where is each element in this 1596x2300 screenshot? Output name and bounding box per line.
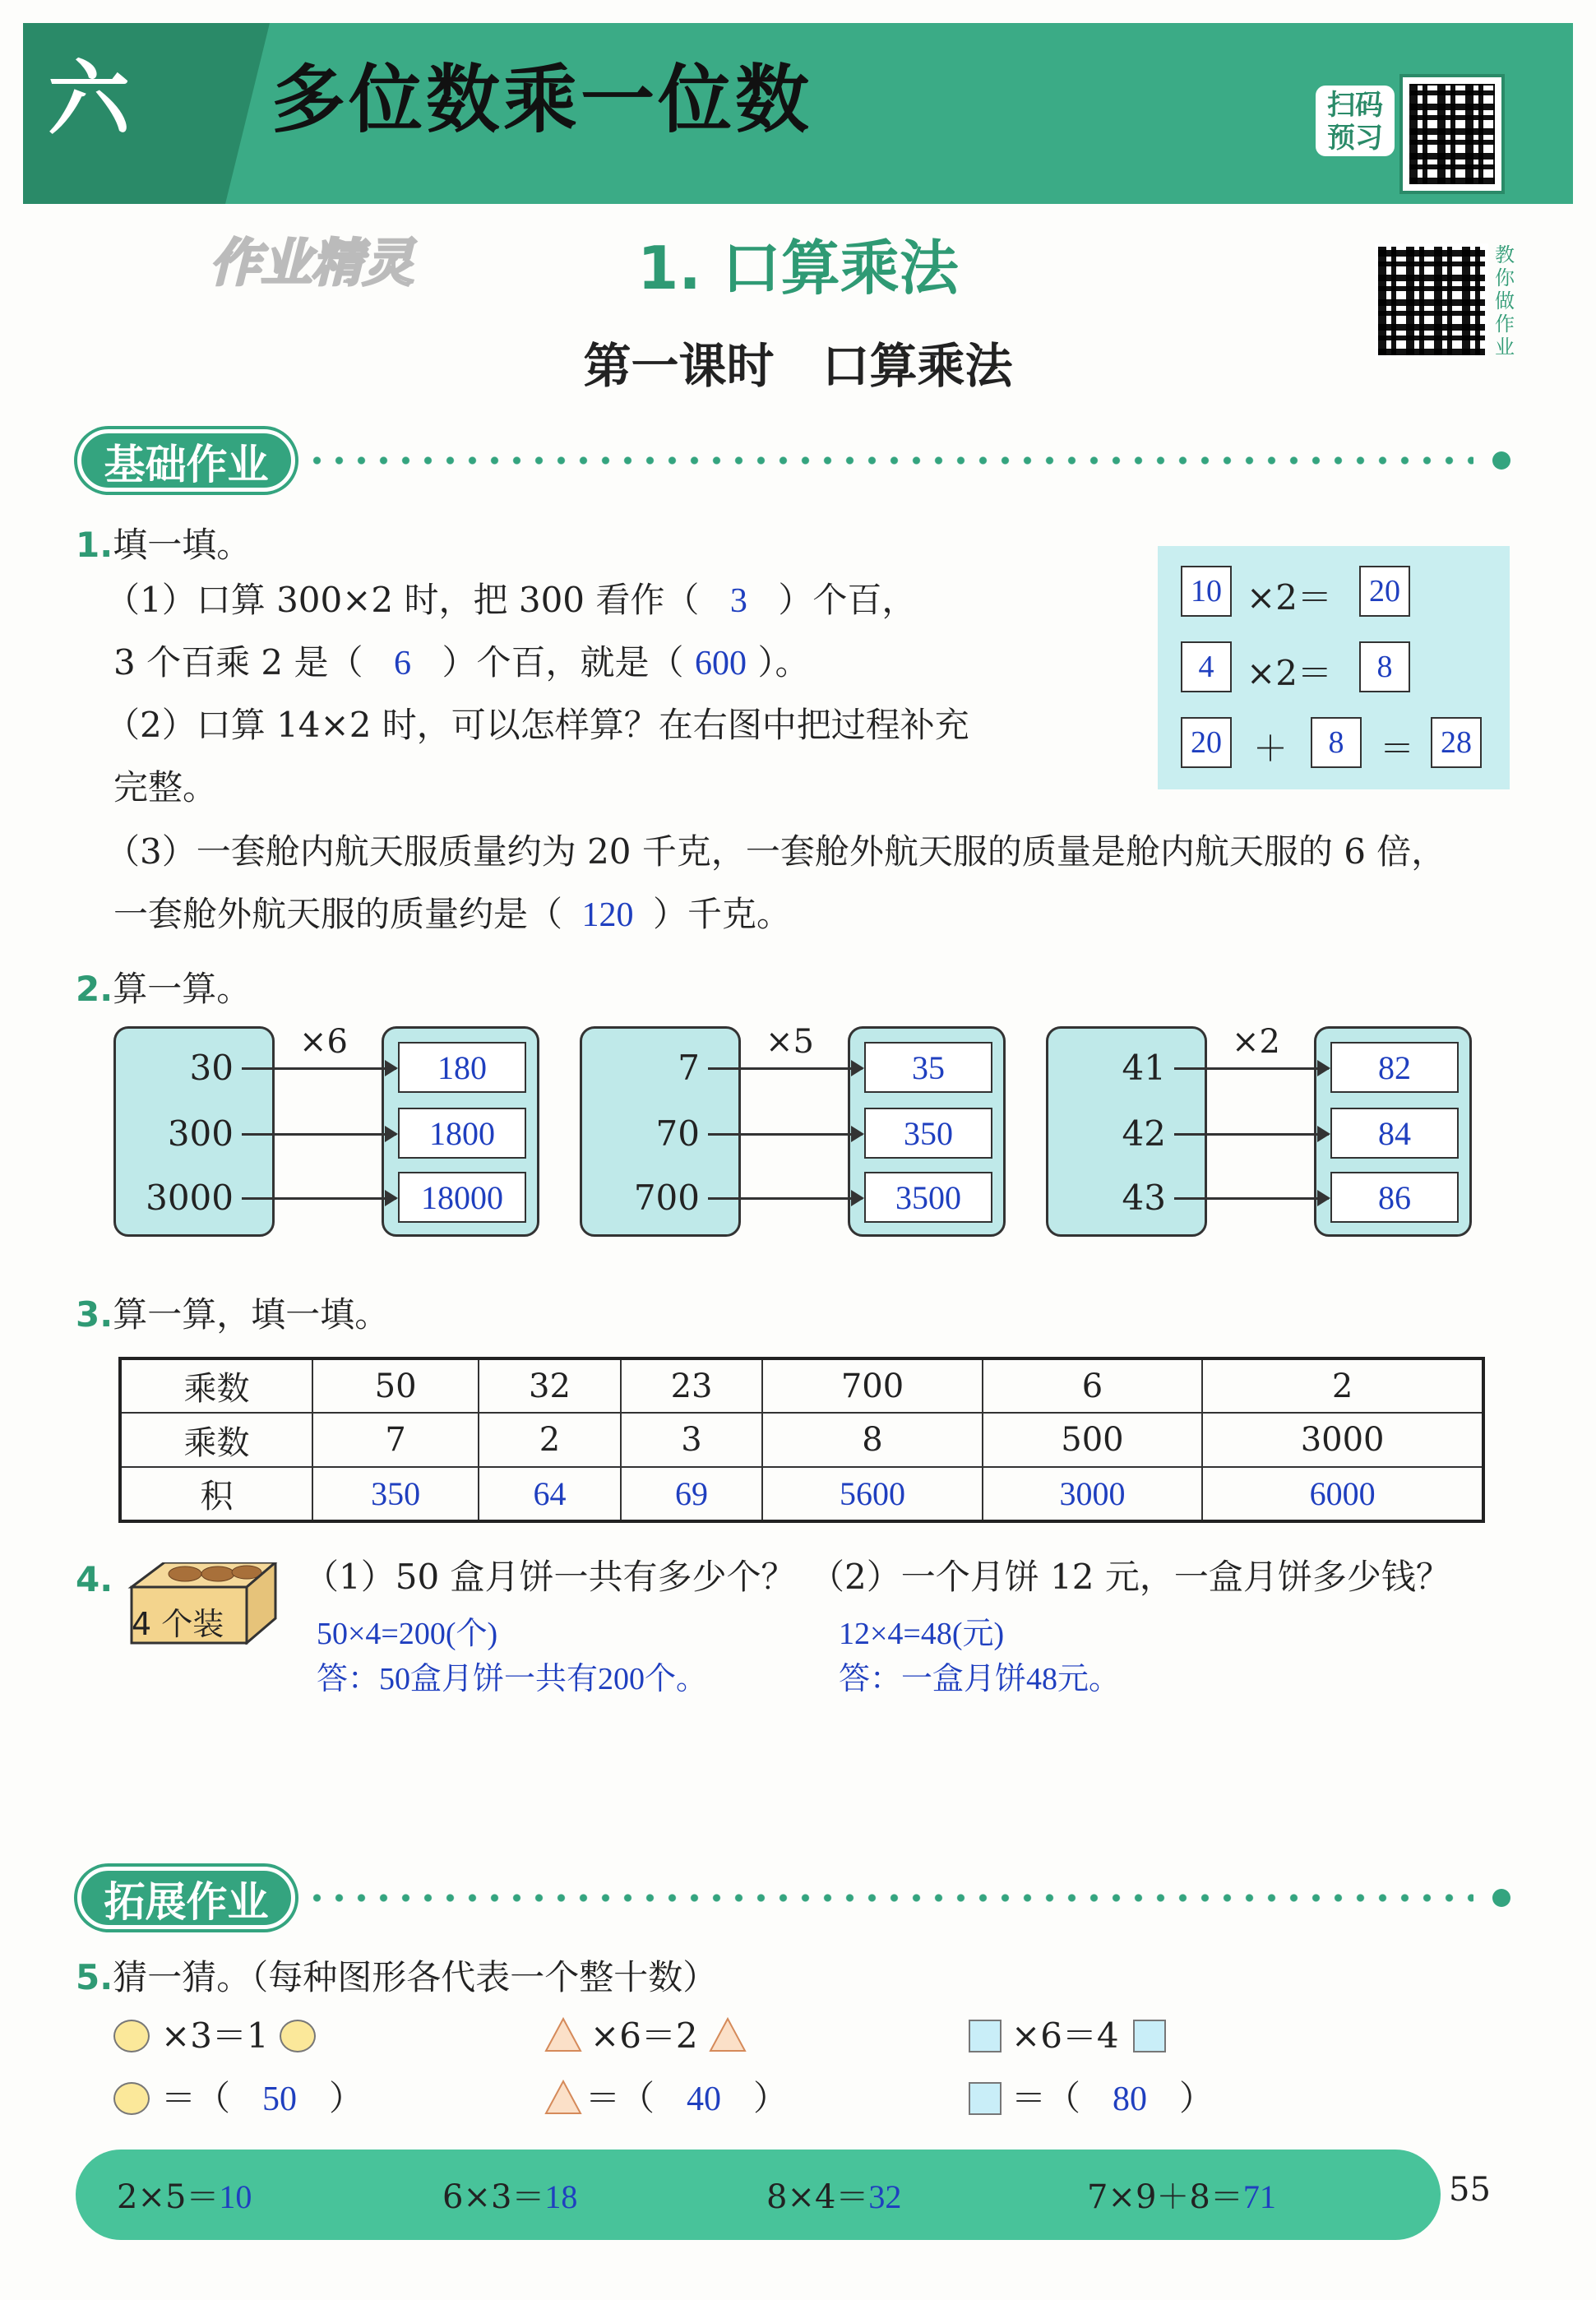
table-cell: 2 (1202, 1358, 1483, 1413)
table-cell: 3000 (983, 1467, 1202, 1521)
input-number: 42 (1122, 1113, 1166, 1154)
q4-calc-2: 12×4=48(元) (839, 1617, 1005, 1651)
multiplier-label: ×6 (299, 1023, 348, 1061)
section-banner-extend: 拓展作业 (77, 1867, 295, 1929)
q5-heading: 5.猜一猜。（每种图形各代表一个整十数） (76, 1957, 718, 1997)
output-value: 350 (864, 1108, 992, 1159)
q4-answer-2: 答：一盒月饼48元。 (839, 1662, 1121, 1696)
output-value: 3500 (864, 1172, 992, 1223)
q3-heading: 3.算一算，填一填。 (76, 1294, 390, 1335)
q1-heading: 1.填一填。 (76, 525, 252, 565)
answer: 80 (1113, 2080, 1148, 2118)
table-cell: 69 (621, 1467, 763, 1521)
process-op: ×2＝ (1247, 653, 1332, 693)
page-number: 55 (1449, 2171, 1491, 2209)
table-cell: 7 (312, 1413, 479, 1467)
answer: 71 (1242, 2178, 1276, 2215)
triangle-icon (544, 2016, 582, 2056)
footer-equation (442, 2171, 577, 2218)
q1-line1: （1）口算 300×2 时，把 300 看作（ 3 ）个百， (105, 569, 916, 632)
box-label: 4 个装 (132, 1606, 224, 1642)
q5-circle-eq: ×3＝1 (161, 2015, 269, 2056)
arrow-icon (708, 1067, 863, 1070)
q2-heading: 2.算一算。 (76, 969, 252, 1009)
row-label: 乘数 (120, 1413, 312, 1467)
output-value: 35 (864, 1042, 992, 1093)
input-number: 30 (189, 1048, 234, 1088)
footer-equation (766, 2171, 901, 2218)
table-cell: 32 (479, 1358, 621, 1413)
triangle-icon (709, 2016, 747, 2056)
square-icon (969, 2082, 1002, 2115)
answer: 50 (262, 2080, 298, 2118)
q4-question-2: （2）一个月饼 12 元，一盒月饼多少钱？ (810, 1557, 1450, 1597)
output-value: 180 (398, 1042, 526, 1093)
q4-answer-1: 答：50盒月饼一共有200个。 (317, 1662, 708, 1696)
output-value: 1800 (398, 1108, 526, 1159)
input-number: 300 (167, 1113, 234, 1154)
qr-code-icon-2[interactable] (1375, 243, 1488, 359)
arrow-icon (242, 1197, 396, 1200)
table-cell: 6000 (1202, 1467, 1483, 1521)
answer: 18 (544, 2178, 578, 2215)
input-number: 3000 (146, 1178, 234, 1218)
q3-table (118, 1357, 1485, 1523)
output-value: 84 (1330, 1108, 1459, 1159)
input-number: 700 (633, 1178, 700, 1218)
process-op: ＋ (1253, 729, 1288, 769)
q5-circle-answer: ＝（ 50 ） (161, 2067, 363, 2131)
q1-line3: （2）口算 14×2 时，可以怎样算？在右图中把过程补充 (105, 705, 969, 745)
process-op: ×2＝ (1247, 577, 1332, 618)
multiplier-label: ×2 (1232, 1023, 1280, 1061)
q5-triangle-answer: ＝（ 40 ） (585, 2067, 788, 2131)
equation-text: 6×3＝ (442, 2178, 545, 2216)
process-box: 20 (1181, 717, 1232, 768)
dotted-divider-2 (306, 1894, 1473, 1902)
arrow-icon (242, 1067, 396, 1070)
output-value: 82 (1330, 1042, 1459, 1093)
circle-icon (280, 2020, 316, 2052)
process-box: 10 (1181, 566, 1232, 617)
table-cell: 2 (479, 1413, 621, 1467)
table-cell: 700 (762, 1358, 982, 1413)
q4-question-1: （1）50 盒月饼一共有多少个？ (304, 1557, 796, 1597)
footer-equation (117, 2171, 252, 2218)
table-row (120, 1358, 1483, 1413)
lesson-subtitle: 第一课时 口算乘法 (583, 338, 1013, 394)
square-icon (1133, 2020, 1166, 2052)
arrow-icon (1174, 1133, 1329, 1136)
table-cell: 5600 (762, 1467, 982, 1521)
table-cell: 6 (983, 1358, 1202, 1413)
q5-square-answer: ＝（ 80 ） (1011, 2067, 1214, 2131)
answer: 3 (729, 582, 747, 620)
answer: 600 (695, 645, 747, 683)
output-value: 86 (1330, 1172, 1459, 1223)
table-row (120, 1467, 1483, 1521)
arrow-icon (1174, 1067, 1329, 1070)
lesson-title: 1. 口算乘法 (637, 234, 959, 303)
watermark: 作业精灵 (210, 233, 414, 293)
arrow-icon (1174, 1197, 1329, 1200)
answer: 32 (868, 2178, 902, 2215)
table-cell: 8 (762, 1413, 982, 1467)
q4-heading: 4. (76, 1559, 113, 1599)
process-box: 20 (1359, 566, 1410, 617)
output-value: 18000 (398, 1172, 526, 1223)
q5-square-eq: ×6＝4 (1011, 2015, 1119, 2056)
multiplier-label: ×5 (766, 1023, 814, 1061)
q1-line4: 完整。 (113, 767, 218, 808)
q5-triangle-eq: ×6＝2 (590, 2015, 698, 2056)
square-icon (969, 2020, 1002, 2052)
process-op: ＝ (1380, 729, 1415, 769)
row-label: 乘数 (120, 1358, 312, 1413)
teach-label: 教你做作业 (1495, 243, 1515, 359)
q1-line6: 一套舱外航天服的质量约是（ 120 ）千克。 (113, 883, 791, 946)
q4-calc-1: 50×4=200(个) (317, 1617, 498, 1651)
process-box: 4 (1181, 641, 1232, 692)
input-number: 41 (1122, 1048, 1166, 1088)
table-cell: 23 (621, 1358, 763, 1413)
table-cell: 350 (312, 1467, 479, 1521)
q1-line2: 3 个百乘 2 是（ 6 ）个百，就是（ 600 ）。 (113, 632, 810, 695)
equation-text: 2×5＝ (117, 2178, 220, 2216)
row-label: 积 (120, 1467, 312, 1521)
arrow-icon (708, 1197, 863, 1200)
equation-text: 8×4＝ (766, 2178, 869, 2216)
unit-number: 六 (48, 51, 130, 147)
q1-line5: （3）一套舱内航天服质量约为 20 千克，一套舱外航天服的质量是舱内航天服的 6 倍， (105, 831, 1446, 872)
process-box: 8 (1311, 717, 1362, 768)
divider-end-dot (1492, 451, 1510, 470)
triangle-icon (544, 2079, 582, 2118)
input-number: 43 (1122, 1178, 1166, 1218)
table-row (120, 1413, 1483, 1467)
circle-icon (113, 2082, 150, 2115)
process-box: 28 (1431, 717, 1482, 768)
table-cell: 50 (312, 1358, 479, 1413)
equation-text: 7×9＋8＝ (1087, 2178, 1243, 2216)
dotted-divider (306, 456, 1473, 465)
answer: 10 (219, 2178, 252, 2215)
circle-icon (113, 2020, 150, 2052)
section-banner-basic: 基础作业 (77, 429, 295, 492)
answer: 120 (581, 896, 634, 934)
input-number: 70 (655, 1113, 700, 1154)
table-cell: 500 (983, 1413, 1202, 1467)
table-cell: 64 (479, 1467, 621, 1521)
qr-code-icon[interactable] (1403, 77, 1501, 191)
arrow-icon (242, 1133, 396, 1136)
input-number: 7 (678, 1048, 700, 1088)
arrow-icon (708, 1133, 863, 1136)
divider-end-dot-2 (1492, 1889, 1510, 1907)
table-cell: 3000 (1202, 1413, 1483, 1467)
table-cell: 3 (621, 1413, 763, 1467)
footer-equation (1087, 2171, 1276, 2218)
process-box: 8 (1359, 641, 1410, 692)
process-diagram (1158, 546, 1510, 789)
answer: 40 (687, 2080, 722, 2118)
chapter-title: 多位数乘一位数 (271, 57, 812, 143)
scan-label: 扫码预习 (1316, 86, 1395, 156)
answer: 6 (394, 645, 411, 683)
